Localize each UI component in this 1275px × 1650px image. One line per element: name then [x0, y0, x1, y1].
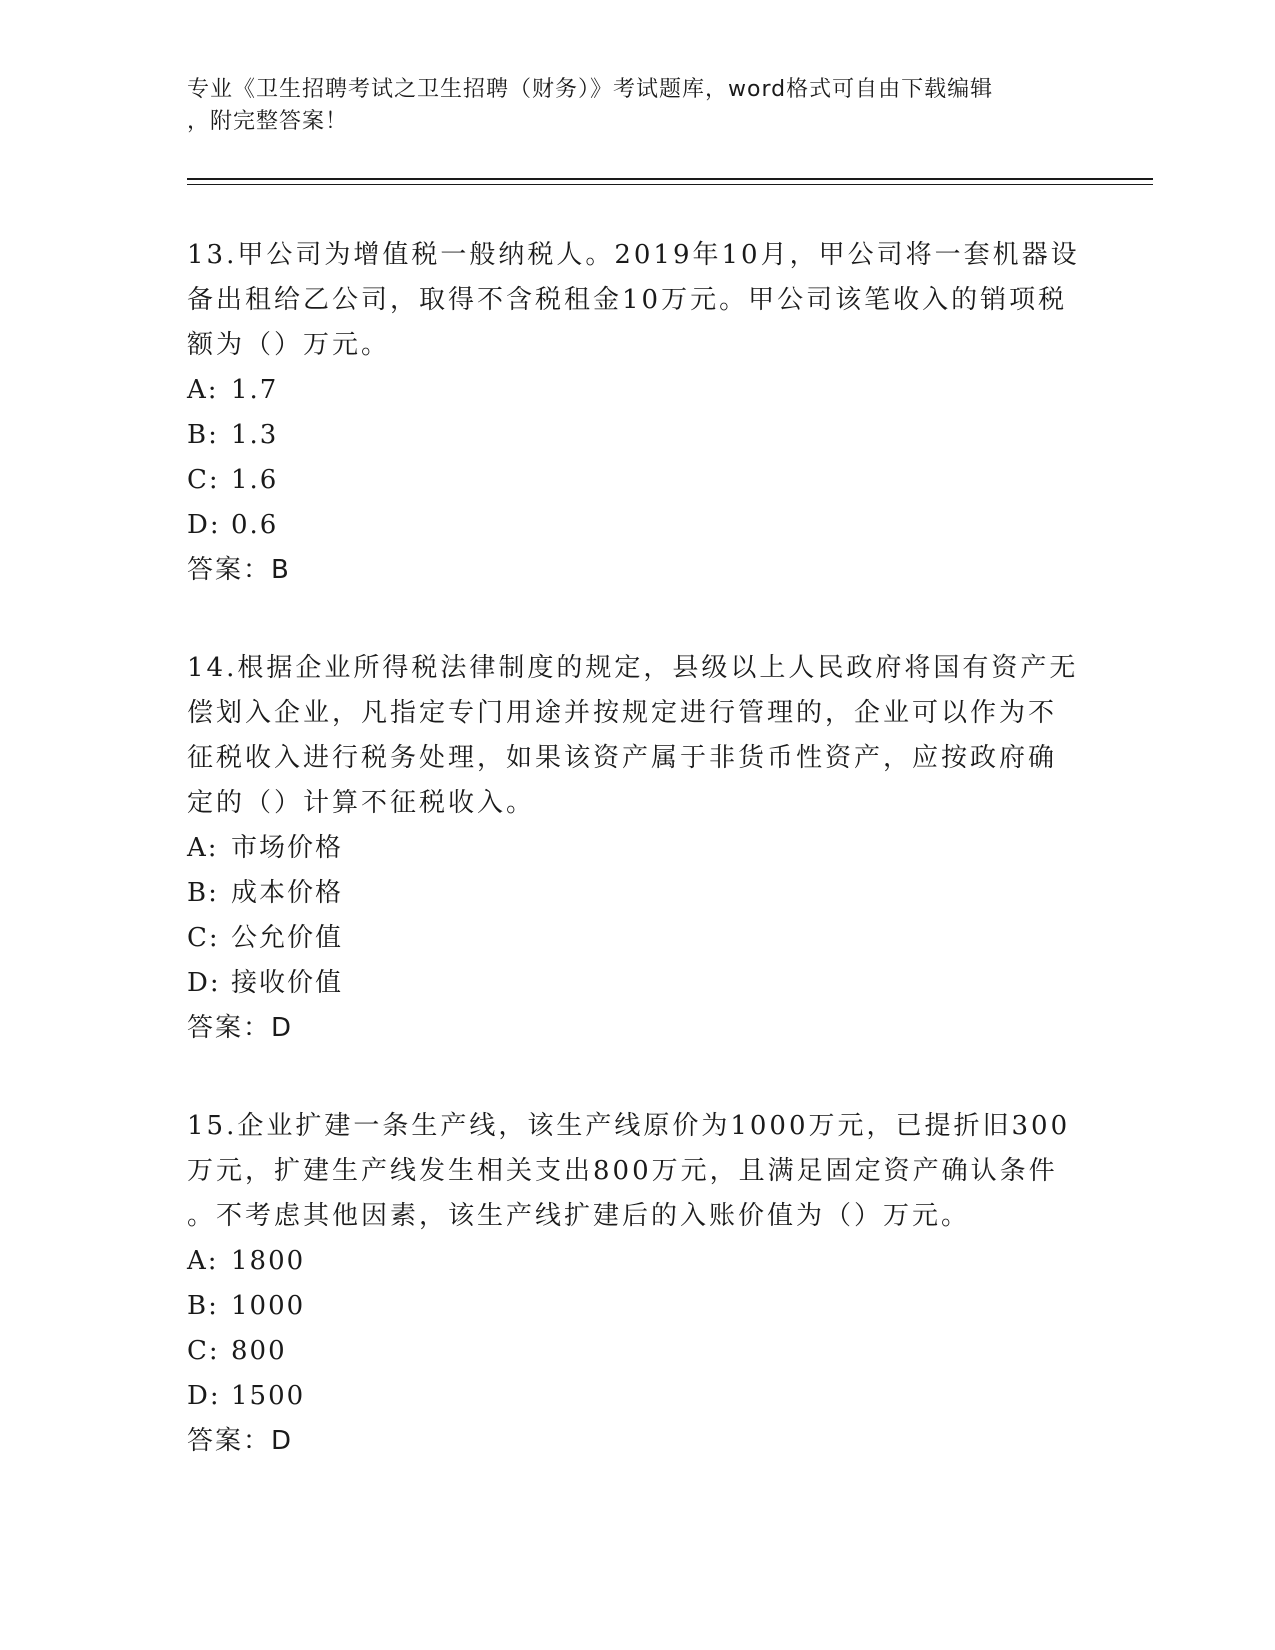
question-stem-line: 征税收入进行税务处理，如果该资产属于非货币性资产，应按政府确 [187, 743, 1058, 773]
option-text: 1.3 [231, 420, 279, 450]
option-c [187, 1329, 1087, 1374]
option-letter: D: [187, 968, 221, 998]
option-letter: A: [187, 1246, 219, 1276]
option-a [187, 368, 1087, 413]
option-a [187, 1239, 1087, 1284]
answer-label: 答案：D [187, 1013, 294, 1043]
answer-label: 答案：D [187, 1426, 294, 1456]
header-divider-thick [187, 178, 1153, 180]
option-letter: C: [187, 923, 220, 953]
option-text: 0.6 [231, 510, 279, 540]
option-letter: B: [187, 878, 219, 908]
option-text: 市场价格 [231, 833, 344, 863]
option-c [187, 916, 1087, 961]
option-c [187, 458, 1087, 503]
option-letter: D: [187, 1381, 221, 1411]
question-13 [187, 233, 1087, 593]
question-stem-line: 13.甲公司为增值税一般纳税人。2019年10月，甲公司将一套机器设 [187, 240, 1080, 270]
option-letter: C: [187, 465, 220, 495]
question-stem-line: 偿划入企业，凡指定专门用途并按规定进行管理的，企业可以作为不 [187, 698, 1058, 728]
question-stem-line: 额为（）万元。 [187, 330, 391, 360]
option-text: 公允价值 [231, 923, 344, 953]
question-stem-line: 14.根据企业所得税法律制度的规定，县级以上人民政府将国有资产无 [187, 653, 1079, 683]
answer-label: 答案：B [187, 555, 291, 585]
header-divider-thin [187, 184, 1153, 185]
option-text: 1500 [231, 1381, 306, 1411]
option-letter: B: [187, 420, 219, 450]
option-text: 1000 [231, 1291, 306, 1321]
document-header [187, 74, 1087, 138]
option-letter: D: [187, 510, 221, 540]
option-a [187, 826, 1087, 871]
option-b [187, 1284, 1087, 1329]
question-stem-line: 15.企业扩建一条生产线，该生产线原价为1000万元，已提折旧300 [187, 1111, 1071, 1141]
question-stem-line: 。不考虑其他因素，该生产线扩建后的入账价值为（）万元。 [187, 1201, 971, 1231]
option-text: 成本价格 [231, 878, 344, 908]
option-letter: A: [187, 375, 219, 405]
question-stem-line: 万元，扩建生产线发生相关支出800万元，且满足固定资产确认条件 [187, 1156, 1058, 1186]
option-d [187, 503, 1087, 548]
header-line-1: 专业《卫生招聘考试之卫生招聘（财务）》考试题库，word格式可自由下载编辑 [187, 77, 994, 102]
option-letter: A: [187, 833, 219, 863]
option-text: 1800 [231, 1246, 306, 1276]
option-b [187, 871, 1087, 916]
option-d [187, 1374, 1087, 1419]
header-line-2: ，附完整答案！ [187, 109, 349, 134]
option-text: 接收价值 [231, 968, 344, 998]
option-text: 1.6 [231, 465, 279, 495]
option-d [187, 961, 1087, 1006]
option-letter: B: [187, 1291, 219, 1321]
question-15 [187, 1104, 1087, 1464]
option-b [187, 413, 1087, 458]
question-stem-line: 定的（）计算不征税收入。 [187, 788, 536, 818]
question-14 [187, 646, 1087, 1051]
option-text: 800 [231, 1336, 287, 1366]
option-text: 1.7 [231, 375, 279, 405]
question-stem-line: 备出租给乙公司，取得不含税租金10万元。甲公司该笔收入的销项税 [187, 285, 1068, 315]
option-letter: C: [187, 1336, 220, 1366]
